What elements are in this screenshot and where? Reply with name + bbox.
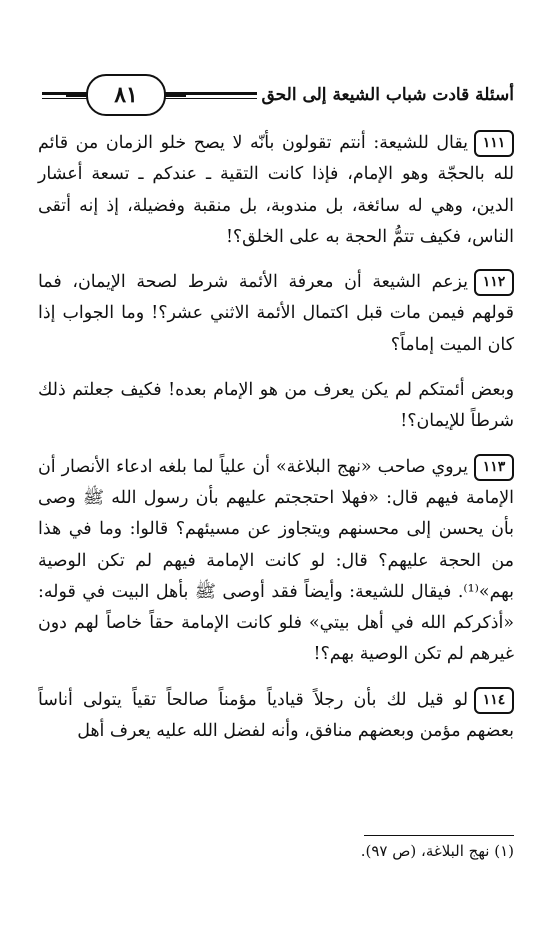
page-number: ٨١ bbox=[114, 82, 138, 108]
continuation-paragraph bbox=[38, 375, 514, 438]
question-paragraph bbox=[38, 128, 514, 253]
paragraph-text: لو قيل لك بأن رجلاً قيادياً مؤمناً صالحاً تقياً يتولى أناساً بعضهم مؤمن وبعضهم منافق، وأنه لفضل الله عليه يعرف أهل bbox=[38, 689, 514, 742]
question-paragraph bbox=[38, 685, 514, 748]
body-text bbox=[38, 128, 514, 761]
question-paragraph bbox=[38, 267, 514, 361]
paragraph-text: وبعض أئمتكم لم يكن يعرف من هو الإمام بعده! فكيف جعلتم ذلك شرطاً للإيمان؟! bbox=[38, 380, 514, 432]
question-paragraph bbox=[38, 452, 514, 671]
footnote-separator bbox=[364, 835, 514, 836]
paragraph-text: يروي صاحب «نهج البلاغة» أن علياً لما بلغه ادعاء الأنصار أن الإمامة فيهم قال: «فهلا احتججتم عليهم بأن رسول الله ﷺ وصى بأن يحسن إلى محسنهم ويتجاوز عن مسيئهم؟ قالوا: وما في هذا من الحجة عليهم؟ قال: لو كانت الإمامة فيهم لم تكن الوصية بهم»⁽¹⁾. فيقال للشيعة: وأيضاً فقد أوصى ﷺ بأهل البيت في قوله: «أذكركم الله في أهل بيتي» فلو كانت الإمامة حقاً خاصاً لهم دون غيرهم لم تكن الوصية بهم؟! bbox=[38, 456, 514, 665]
paragraph-text: يزعم الشيعة أن معرفة الأئمة شرط لصحة الإيمان، فما قولهم فيمن مات قبل اكتمال الأئمة الاثني عشر؟! وما الجواب إذا كان الميت إماماً؟ bbox=[38, 272, 514, 355]
question-number-badge: ١١٣ bbox=[474, 454, 514, 481]
running-title: أسئلة قادت شباب الشيعة إلى الحق bbox=[261, 85, 514, 105]
question-number-badge: ١١١ bbox=[474, 130, 514, 157]
footnote: (١) نهج البلاغة، (ص ٩٧). bbox=[360, 842, 514, 860]
page-header bbox=[38, 72, 514, 118]
question-number-badge: ١١٢ bbox=[474, 269, 514, 296]
page-number-ornament bbox=[86, 74, 166, 116]
question-number-badge: ١١٤ bbox=[474, 687, 514, 714]
paragraph-text: يقال للشيعة: أنتم تقولون بأنّه لا يصح خلو الزمان من قائم لله بالحجّة وهو الإمام، فإذا كانت التقية ـ عندكم ـ تسعة أعشار الدين، وهي له سائغة، بل مندوبة، بل منقبة وفضيلة، إذ إنه أتقى الناس، فكيف تتمُّ الحجة به على الخلق؟! bbox=[38, 133, 514, 247]
